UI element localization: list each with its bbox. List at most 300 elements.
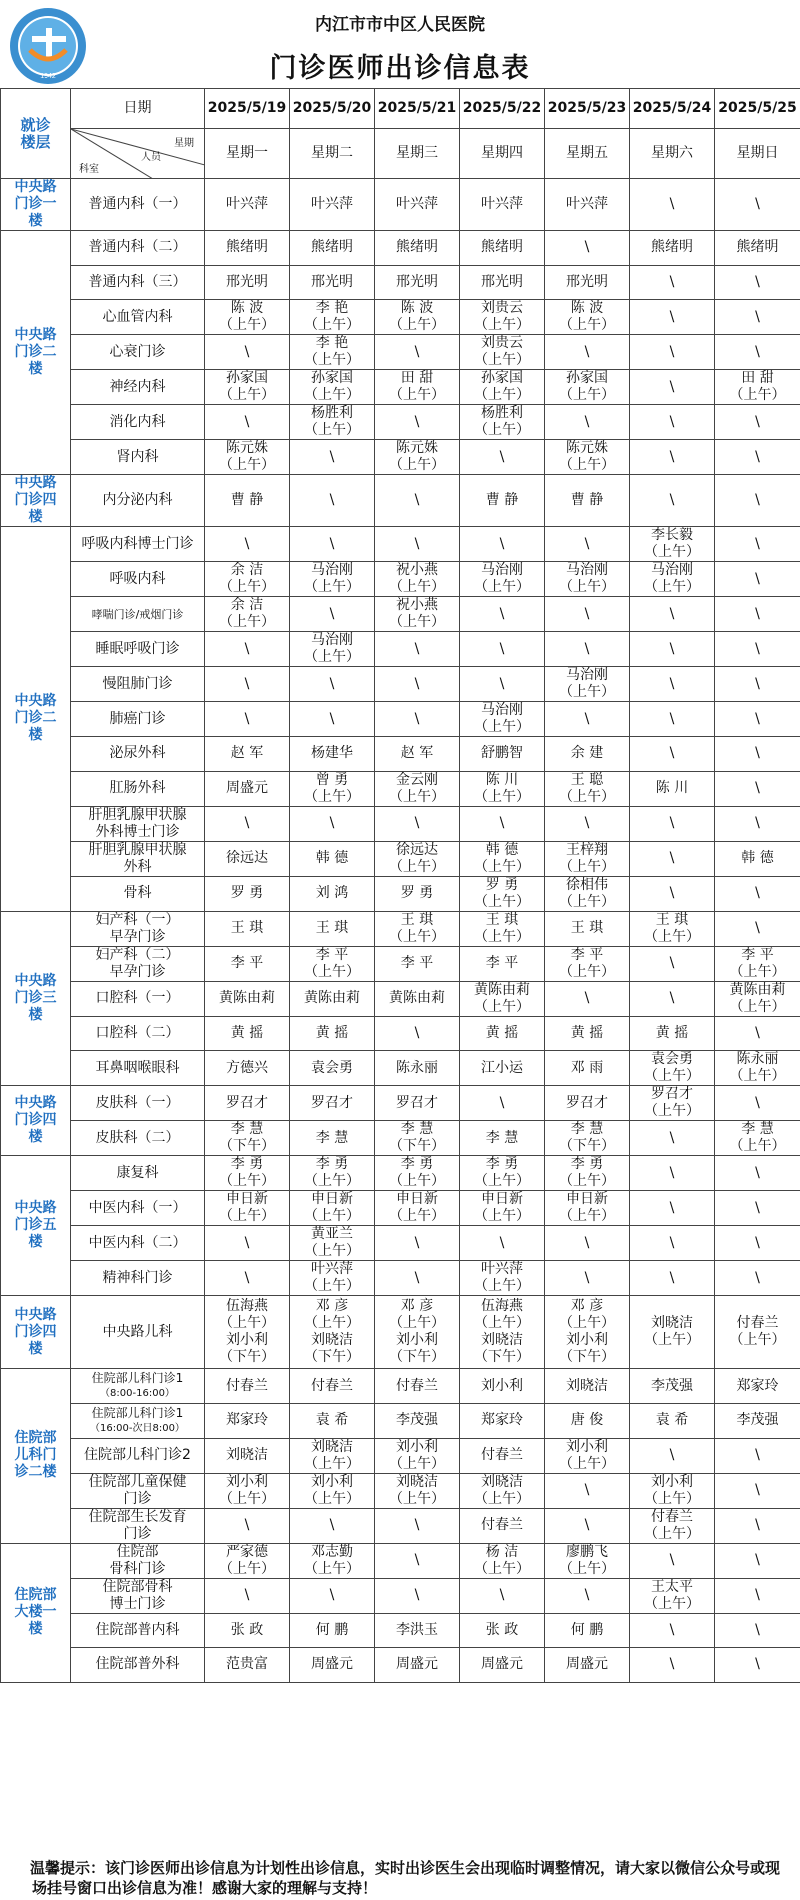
doctor-cell: 伍海燕 （上午） 刘小利 （下午）	[205, 1296, 290, 1369]
schedule-row	[1, 335, 800, 370]
department-cell: 住院部普外科	[71, 1648, 205, 1683]
doctor-cell: \	[545, 1473, 630, 1508]
doctor-cell: \	[290, 1578, 375, 1613]
department-cell: 消化内科	[71, 405, 205, 440]
date-header: 日期	[71, 89, 205, 129]
doctor-cell: 罗 勇	[205, 876, 290, 911]
doctor-cell: \	[715, 597, 800, 632]
doctor-cell: 邢光明	[375, 265, 460, 300]
department-cell: 肝胆乳腺甲状腺 外科博士门诊	[71, 806, 205, 841]
doctor-cell: 邓志勤 （上午）	[290, 1543, 375, 1578]
department-cell: 妇产科（二） 早孕门诊	[71, 946, 205, 981]
doctor-cell: 徐远达 （上午）	[375, 841, 460, 876]
schedule-row	[1, 632, 800, 667]
schedule-row	[1, 265, 800, 300]
doctor-cell: 李 慧 （下午）	[205, 1121, 290, 1156]
doctor-cell: \	[205, 1261, 290, 1296]
schedule-row	[1, 1403, 800, 1438]
doctor-cell: 付春兰 （上午）	[715, 1296, 800, 1369]
doctor-cell: 江小运	[460, 1051, 545, 1086]
doctor-cell: \	[715, 1156, 800, 1191]
doctor-cell: \	[630, 1191, 715, 1226]
doctor-cell: 付春兰 （上午）	[630, 1508, 715, 1543]
doctor-cell: \	[545, 1261, 630, 1296]
doctor-cell: 王 琪	[290, 911, 375, 946]
doctor-cell: 刘晓洁 （上午）	[630, 1296, 715, 1369]
department-cell: 呼吸内科	[71, 562, 205, 597]
doctor-cell: \	[630, 1226, 715, 1261]
doctor-cell: \	[630, 981, 715, 1016]
floor-cell: 中央路门诊四楼	[1, 1086, 71, 1156]
doctor-cell: \	[205, 702, 290, 737]
doctor-cell: \	[715, 1438, 800, 1473]
doctor-cell: \	[630, 806, 715, 841]
date-cell: 2025/5/22	[460, 89, 545, 129]
page-title: 门诊医师出诊信息表	[269, 53, 531, 84]
doctor-cell: \	[715, 562, 800, 597]
doctor-cell: 熊绪明	[715, 231, 800, 266]
doctor-cell: 叶兴萍	[375, 179, 460, 231]
schedule-row	[1, 1226, 800, 1261]
doctor-cell: \	[545, 806, 630, 841]
date-cell: 2025/5/19	[205, 89, 290, 129]
doctor-cell: \	[715, 179, 800, 231]
doctor-cell: 陈 川	[630, 771, 715, 806]
doctor-cell: \	[375, 632, 460, 667]
doctor-cell: \	[290, 702, 375, 737]
department-cell: 普通内科（三）	[71, 265, 205, 300]
doctor-cell: 韩 德 （上午）	[460, 841, 545, 876]
doctor-cell: \	[375, 1543, 460, 1578]
doctor-cell: \	[715, 876, 800, 911]
doctor-cell: 杨胜利 （上午）	[290, 405, 375, 440]
diagonal-header-cell	[71, 129, 205, 179]
department-cell: 骨科	[71, 876, 205, 911]
doctor-cell: 王太平 （上午）	[630, 1578, 715, 1613]
doctor-cell: \	[375, 1261, 460, 1296]
doctor-cell: 何 鹏	[290, 1613, 375, 1648]
doctor-cell: 付春兰	[460, 1508, 545, 1543]
doctor-cell: 黄 摇	[460, 1016, 545, 1051]
doctor-cell: \	[630, 597, 715, 632]
doctor-cell: 陈元姝 （上午）	[205, 440, 290, 475]
doctor-cell: 王 聪 （上午）	[545, 771, 630, 806]
doctor-cell: \	[205, 632, 290, 667]
schedule-row	[1, 981, 800, 1016]
doctor-cell: 邢光明	[205, 265, 290, 300]
department-cell: 肺癌门诊	[71, 702, 205, 737]
doctor-cell: 申日新 （上午）	[545, 1191, 630, 1226]
doctor-cell: 范贵富	[205, 1648, 290, 1683]
doctor-cell: 李长毅 （上午）	[630, 527, 715, 562]
doctor-cell: 曹 静	[205, 475, 290, 527]
doctor-cell: 付春兰	[205, 1369, 290, 1404]
schedule-row	[1, 771, 800, 806]
doctor-cell: \	[545, 702, 630, 737]
doctor-cell: \	[715, 1613, 800, 1648]
doctor-cell: 叶兴萍 （上午）	[460, 1261, 545, 1296]
doctor-cell: 马治刚 （上午）	[290, 562, 375, 597]
doctor-cell: \	[630, 265, 715, 300]
doctor-cell: 罗召才	[205, 1086, 290, 1121]
floor-cell: 住院部大楼一楼	[1, 1543, 71, 1682]
doctor-cell: \	[715, 300, 800, 335]
doctor-cell: 李茂强	[375, 1403, 460, 1438]
doctor-cell: \	[375, 405, 460, 440]
schedule-row	[1, 1648, 800, 1683]
schedule-row	[1, 946, 800, 981]
doctor-cell: 黄陈由莉 （上午）	[460, 981, 545, 1016]
doctor-cell: \	[545, 1226, 630, 1261]
doctor-cell: 刘 鸿	[290, 876, 375, 911]
schedule-row	[1, 300, 800, 335]
doctor-cell: 邓 彦 （上午） 刘小利 （下午）	[375, 1296, 460, 1369]
floor-cell: 中央路门诊二楼	[1, 231, 71, 475]
doctor-cell: \	[205, 405, 290, 440]
doctor-cell: 罗 勇	[375, 876, 460, 911]
doctor-cell: 刘晓洁	[205, 1438, 290, 1473]
doctor-cell: 陈 波 （上午）	[545, 300, 630, 335]
doctor-cell: \	[375, 527, 460, 562]
doctor-cell: \	[290, 597, 375, 632]
doctor-cell: 王 琪	[205, 911, 290, 946]
department-cell: 心血管内科	[71, 300, 205, 335]
doctor-cell: 叶兴萍 （上午）	[290, 1261, 375, 1296]
doctor-cell: \	[715, 1261, 800, 1296]
department-cell: 精神科门诊	[71, 1261, 205, 1296]
doctor-cell: \	[630, 300, 715, 335]
doctor-cell: 方德兴	[205, 1051, 290, 1086]
weekday-cell: 星期六	[630, 129, 715, 179]
schedule-row	[1, 527, 800, 562]
doctor-cell: 黄 摇	[545, 1016, 630, 1051]
doctor-cell: \	[715, 632, 800, 667]
doctor-cell: 刘贵云 （上午）	[460, 300, 545, 335]
doctor-cell: \	[290, 440, 375, 475]
doctor-cell: 孙家国 （上午）	[290, 370, 375, 405]
department-cell: 住院部儿科门诊1 （8:00-16:00）	[71, 1369, 205, 1404]
doctor-cell: \	[715, 1543, 800, 1578]
doctor-cell: \	[205, 667, 290, 702]
schedule-row	[1, 1543, 800, 1578]
schedule-row	[1, 405, 800, 440]
doctor-cell: \	[630, 702, 715, 737]
doctor-cell: \	[545, 632, 630, 667]
doctor-cell: \	[715, 702, 800, 737]
schedule-row	[1, 1156, 800, 1191]
doctor-cell: 王 琪 （上午）	[460, 911, 545, 946]
doctor-cell: 余 建	[545, 737, 630, 772]
schedule-row	[1, 1473, 800, 1508]
doctor-cell: \	[205, 1226, 290, 1261]
doctor-cell: 田 甜 （上午）	[375, 370, 460, 405]
department-cell: 住院部儿科门诊1 （16:00-次日8:00）	[71, 1403, 205, 1438]
doctor-cell: 李 平	[460, 946, 545, 981]
department-cell: 肛肠外科	[71, 771, 205, 806]
doctor-cell: 唐 俊	[545, 1403, 630, 1438]
weekday-cell: 星期日	[715, 129, 800, 179]
doctor-cell: \	[545, 597, 630, 632]
doctor-cell: \	[630, 335, 715, 370]
doctor-cell: \	[715, 1473, 800, 1508]
doctor-cell: 申日新 （上午）	[205, 1191, 290, 1226]
department-cell: 康复科	[71, 1156, 205, 1191]
doctor-cell: \	[290, 667, 375, 702]
weekday-cell: 星期三	[375, 129, 460, 179]
doctor-cell: \	[630, 1438, 715, 1473]
doctor-cell: \	[375, 702, 460, 737]
doctor-cell: \	[715, 1578, 800, 1613]
doctor-cell: \	[460, 632, 545, 667]
doctor-cell: 申日新 （上午）	[290, 1191, 375, 1226]
schedule-row	[1, 1578, 800, 1613]
doctor-cell: 黄 摇	[630, 1016, 715, 1051]
doctor-cell: 金云刚 （上午）	[375, 771, 460, 806]
weekday-cell: 星期五	[545, 129, 630, 179]
doctor-cell: 陈元姝 （上午）	[375, 440, 460, 475]
doctor-cell: \	[715, 1648, 800, 1683]
week-label: 星期	[174, 138, 194, 149]
doctor-cell: \	[630, 1261, 715, 1296]
weekday-cell: 星期二	[290, 129, 375, 179]
doctor-cell: 袁会勇 （上午）	[630, 1051, 715, 1086]
doctor-cell: 马治刚 （上午）	[545, 667, 630, 702]
schedule-row	[1, 597, 800, 632]
doctor-cell: 张 政	[205, 1613, 290, 1648]
doctor-cell: 李 平	[205, 946, 290, 981]
doctor-cell: 黄 摇	[205, 1016, 290, 1051]
doctor-cell: 刘小利 （上午）	[545, 1438, 630, 1473]
schedule-row	[1, 231, 800, 266]
doctor-cell: \	[715, 1226, 800, 1261]
doctor-cell: 刘小利 （上午）	[375, 1438, 460, 1473]
doctor-cell: 李 慧 （上午）	[715, 1121, 800, 1156]
doctor-cell: \	[460, 1578, 545, 1613]
department-cell: 口腔科（一）	[71, 981, 205, 1016]
doctor-cell: 刘贵云 （上午）	[460, 335, 545, 370]
doctor-cell: 周盛元	[460, 1648, 545, 1683]
doctor-cell: 罗召才	[290, 1086, 375, 1121]
doctor-cell: 邢光明	[545, 265, 630, 300]
doctor-cell: \	[375, 667, 460, 702]
doctor-cell: 周盛元	[375, 1648, 460, 1683]
doctor-cell: \	[290, 806, 375, 841]
doctor-cell: \	[460, 1086, 545, 1121]
schedule-row	[1, 1121, 800, 1156]
doctor-cell: \	[375, 335, 460, 370]
doctor-cell: 马治刚 （上午）	[460, 562, 545, 597]
doctor-cell: 刘晓洁 （上午）	[290, 1438, 375, 1473]
doctor-cell: 廖鹏飞 （上午）	[545, 1543, 630, 1578]
doctor-cell: 熊绪明	[205, 231, 290, 266]
schedule-row	[1, 1296, 800, 1369]
schedule-row	[1, 911, 800, 946]
doctor-cell: 袁 希	[290, 1403, 375, 1438]
date-cell: 2025/5/20	[290, 89, 375, 129]
doctor-cell: 李 艳 （上午）	[290, 335, 375, 370]
department-cell: 神经内科	[71, 370, 205, 405]
doctor-cell: 李 慧	[460, 1121, 545, 1156]
doctor-cell: 李 慧	[290, 1121, 375, 1156]
doctor-cell: 韩 德	[715, 841, 800, 876]
doctor-cell: \	[375, 806, 460, 841]
doctor-cell: 刘晓洁	[545, 1369, 630, 1404]
doctor-cell: 周盛元	[290, 1648, 375, 1683]
doctor-cell: \	[715, 527, 800, 562]
schedule-row	[1, 737, 800, 772]
schedule-row	[1, 702, 800, 737]
doctor-cell: 赵 军	[375, 737, 460, 772]
doctor-cell: 李 平	[375, 946, 460, 981]
doctor-cell: \	[715, 667, 800, 702]
doctor-cell: 邓 雨	[545, 1051, 630, 1086]
doctor-cell: 刘小利 （上午）	[630, 1473, 715, 1508]
doctor-cell: 付春兰	[375, 1369, 460, 1404]
doctor-cell: \	[290, 527, 375, 562]
doctor-cell: \	[545, 527, 630, 562]
doctor-cell: \	[630, 876, 715, 911]
doctor-cell: 王 琪 （上午）	[630, 911, 715, 946]
doctor-cell: \	[460, 667, 545, 702]
schedule-row	[1, 1508, 800, 1543]
doctor-cell: 马治刚 （上午）	[630, 562, 715, 597]
department-cell: 呼吸内科博士门诊	[71, 527, 205, 562]
doctor-cell: \	[715, 1086, 800, 1121]
doctor-cell: \	[715, 806, 800, 841]
doctor-cell: 陈 波 （上午）	[205, 300, 290, 335]
department-cell: 中央路儿科	[71, 1296, 205, 1369]
department-cell: 内分泌内科	[71, 475, 205, 527]
schedule-row	[1, 1016, 800, 1051]
doctor-cell: 曾 勇 （上午）	[290, 771, 375, 806]
doctor-cell: \	[715, 1016, 800, 1051]
department-cell: 皮肤科（二）	[71, 1121, 205, 1156]
doctor-cell: 王 琪 （上午）	[375, 911, 460, 946]
doctor-cell: 徐相伟 （上午）	[545, 876, 630, 911]
doctor-cell: 罗 勇 （上午）	[460, 876, 545, 911]
doctor-cell: 罗召才	[545, 1086, 630, 1121]
doctor-cell: 马治刚 （上午）	[545, 562, 630, 597]
doctor-cell: 刘小利 （上午）	[205, 1473, 290, 1508]
department-cell: 妇产科（一） 早孕门诊	[71, 911, 205, 946]
doctor-cell: 祝小燕 （上午）	[375, 597, 460, 632]
doctor-cell: 申日新 （上午）	[460, 1191, 545, 1226]
doctor-cell: 马治刚 （上午）	[290, 632, 375, 667]
doctor-cell: \	[460, 806, 545, 841]
svg-text:1942: 1942	[40, 73, 56, 80]
schedule-row	[1, 179, 800, 231]
doctor-cell: 郑家玲	[205, 1403, 290, 1438]
doctor-cell: 曹 静	[460, 475, 545, 527]
doctor-cell: 叶兴萍	[460, 179, 545, 231]
person-label: 人员	[141, 152, 161, 163]
doctor-cell: 刘晓洁 （上午）	[460, 1473, 545, 1508]
schedule-row	[1, 841, 800, 876]
doctor-cell: 叶兴萍	[545, 179, 630, 231]
schedule-row	[1, 876, 800, 911]
doctor-cell: 何 鹏	[545, 1613, 630, 1648]
date-cell: 2025/5/21	[375, 89, 460, 129]
department-cell: 住院部儿童保健 门诊	[71, 1473, 205, 1508]
schedule-row	[1, 370, 800, 405]
doctor-cell: 舒鹏智	[460, 737, 545, 772]
department-cell: 住院部生长发育 门诊	[71, 1508, 205, 1543]
doctor-cell: 李 艳 （上午）	[290, 300, 375, 335]
header-row-weekdays	[1, 129, 800, 179]
doctor-cell: \	[205, 527, 290, 562]
doctor-cell: \	[375, 475, 460, 527]
weekday-cell: 星期一	[205, 129, 290, 179]
doctor-cell: 周盛元	[205, 771, 290, 806]
doctor-cell: 李洪玉	[375, 1613, 460, 1648]
department-cell: 口腔科（二）	[71, 1016, 205, 1051]
doctor-cell: 刘小利	[460, 1369, 545, 1404]
doctor-cell: 孙家国 （上午）	[205, 370, 290, 405]
floor-cell: 中央路门诊三楼	[1, 911, 71, 1086]
doctor-cell: 袁 希	[630, 1403, 715, 1438]
doctor-cell: \	[715, 1191, 800, 1226]
doctor-cell: 伍海燕 （上午） 刘晓洁 （下午）	[460, 1296, 545, 1369]
doctor-cell: 申日新 （上午）	[375, 1191, 460, 1226]
doctor-cell: 李 慧 （下午）	[545, 1121, 630, 1156]
doctor-cell: \	[630, 1543, 715, 1578]
doctor-cell: 李 平 （上午）	[290, 946, 375, 981]
doctor-cell: \	[630, 1156, 715, 1191]
schedule-row	[1, 1369, 800, 1404]
department-cell: 住院部 骨科门诊	[71, 1543, 205, 1578]
doctor-cell: 李 平 （上午）	[545, 946, 630, 981]
hospital-name: 内江市市中区人民医院	[315, 15, 485, 35]
doctor-cell: \	[715, 265, 800, 300]
doctor-cell: \	[630, 737, 715, 772]
doctor-cell: 韩 德	[290, 841, 375, 876]
doctor-cell: 李 勇 （上午）	[460, 1156, 545, 1191]
floor-cell: 中央路门诊五楼	[1, 1156, 71, 1296]
doctor-cell: \	[375, 1226, 460, 1261]
schedule-row	[1, 562, 800, 597]
doctor-cell: \	[715, 335, 800, 370]
department-cell: 住院部儿科门诊2	[71, 1438, 205, 1473]
schedule-row	[1, 667, 800, 702]
doctor-cell: 曹 静	[545, 475, 630, 527]
doctor-cell: \	[715, 1508, 800, 1543]
department-cell: 泌尿外科	[71, 737, 205, 772]
doctor-cell: 赵 军	[205, 737, 290, 772]
doctor-cell: \	[205, 1578, 290, 1613]
doctor-cell: 田 甜 （上午）	[715, 370, 800, 405]
doctor-cell: \	[375, 1508, 460, 1543]
doctor-cell: 李 勇 （上午）	[375, 1156, 460, 1191]
doctor-cell: 李 慧 （下午）	[375, 1121, 460, 1156]
doctor-cell: 李 勇 （上午）	[545, 1156, 630, 1191]
doctor-cell: \	[715, 771, 800, 806]
page-header	[0, 0, 800, 90]
doctor-cell: 张 政	[460, 1613, 545, 1648]
doctor-cell: \	[205, 335, 290, 370]
doctor-cell: \	[715, 475, 800, 527]
floor-cell: 中央路门诊四楼	[1, 1296, 71, 1369]
doctor-cell: 周盛元	[545, 1648, 630, 1683]
doctor-cell: \	[630, 1648, 715, 1683]
doctor-cell: \	[460, 527, 545, 562]
schedule-row	[1, 1191, 800, 1226]
doctor-cell: \	[715, 405, 800, 440]
department-cell: 哮喘门诊/戒烟门诊	[71, 597, 205, 632]
doctor-cell: 余 洁 （上午）	[205, 597, 290, 632]
doctor-cell: \	[630, 405, 715, 440]
doctor-cell: 孙家国 （上午）	[545, 370, 630, 405]
doctor-cell: 袁会勇	[290, 1051, 375, 1086]
